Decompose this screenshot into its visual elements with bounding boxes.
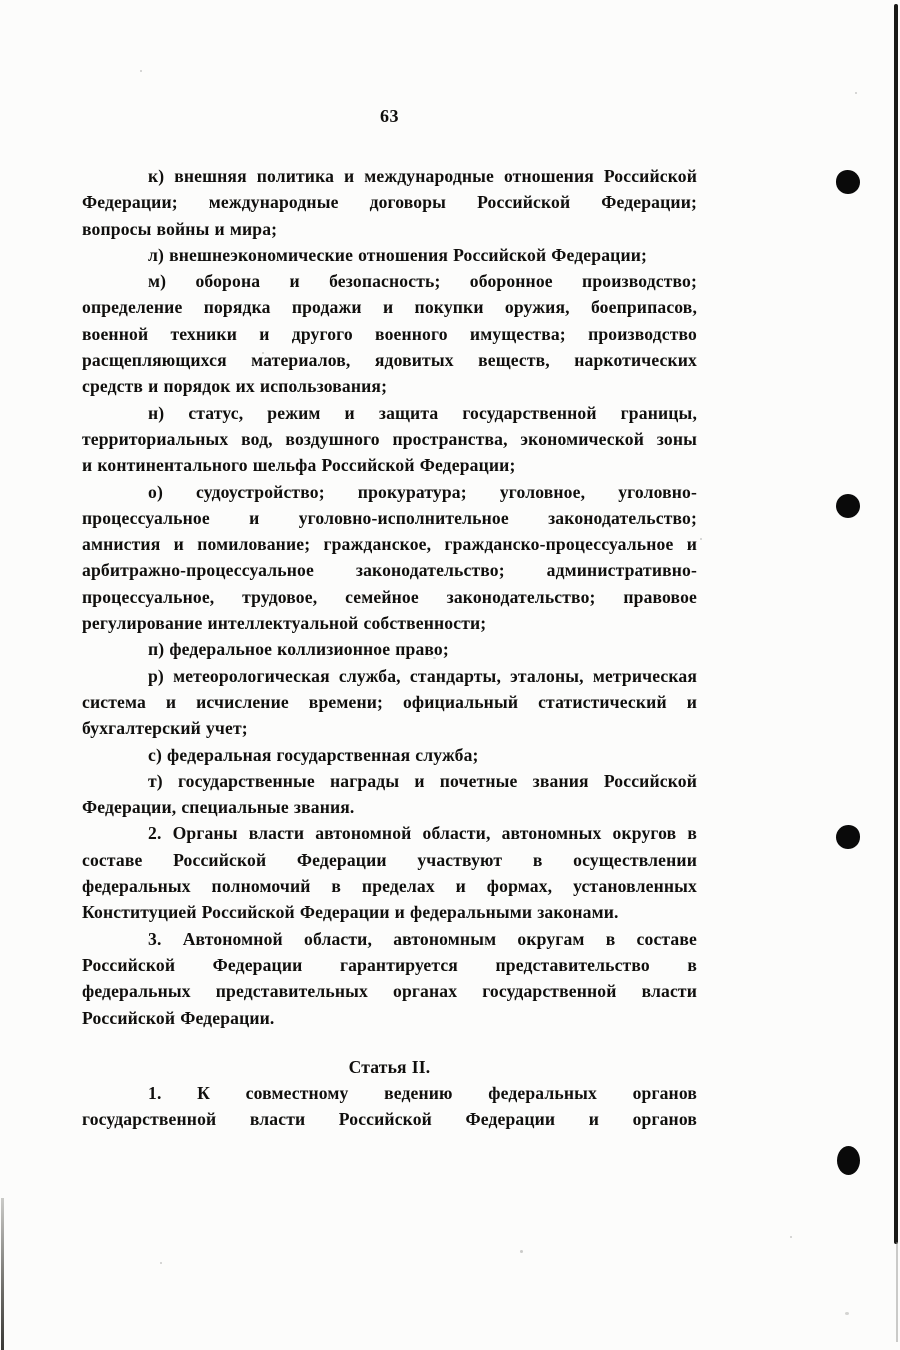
- text-line: с) федеральная государственная служба;: [148, 744, 479, 765]
- punch-hole-dot: [837, 1146, 860, 1175]
- text-line: м) оборона и безопасность; оборонное производство;: [148, 271, 697, 292]
- noise-speck: [855, 92, 857, 94]
- text-line: процессуальное и уголовно-исполнительное законодательство;: [82, 507, 697, 528]
- text-line: Российской Федерации.: [82, 1007, 275, 1028]
- punch-hole-dot: [836, 170, 860, 194]
- text-line: н) статус, режим и защита государственной границы,: [148, 402, 697, 423]
- main-text-lines: [82, 163, 697, 1031]
- scan-edge-line-right-tail: [896, 1242, 898, 1342]
- punch-hole-dot: [836, 494, 860, 518]
- text-line: Федерации; международные договоры Российской Федерации;: [82, 192, 697, 213]
- text-line: Российской Федерации гарантируется представительство в: [82, 954, 697, 975]
- text-line: процессуальное, трудовое, семейное законодательство; правовое: [82, 586, 697, 607]
- text-line: средств и порядок их использования;: [82, 376, 388, 397]
- punch-hole-dot: [836, 825, 860, 849]
- text-line: вопросы войны и мира;: [82, 218, 278, 239]
- text-line: к) внешняя политика и международные отношения Российской: [148, 166, 697, 186]
- scan-edge-line-right: [894, 4, 898, 1244]
- text-line: 2. Органы власти автономной области, автономных округов в: [148, 823, 697, 844]
- noise-speck: [700, 538, 702, 540]
- text-line: военной техники и другого военного имущества; производство: [82, 323, 697, 344]
- article2-lines: [82, 1080, 697, 1133]
- text-line: система и исчисление времени; официальный статистический и: [82, 691, 697, 712]
- text-line: федеральных полномочий в пределах и формах, установленных: [82, 876, 697, 897]
- text-line: Конституцией Российской Федерации и федеральными законами.: [82, 902, 619, 923]
- text-line: арбитражно-процессуальное законодательство; административно-: [82, 560, 697, 581]
- noise-speck: [160, 1262, 162, 1264]
- noise-speck: [790, 1236, 792, 1238]
- page-number: 63: [380, 106, 399, 126]
- text-line: и континентального шельфа Российской Федерации;: [82, 455, 516, 476]
- text-line: бухгалтерский учет;: [82, 718, 248, 739]
- text-line: 3. Автономной области, автономным округам в составе: [148, 928, 697, 949]
- text-line: амнистия и помилование; гражданское, гражданско-процессуальное и: [82, 534, 697, 555]
- noise-speck: [520, 1250, 523, 1253]
- text-line: территориальных вод, воздушного пространства, экономической зоны: [82, 428, 697, 449]
- article-heading: Статья II.: [348, 1056, 431, 1077]
- text-line: о) судоустройство; прокуратура; уголовное, уголовно-: [148, 481, 697, 502]
- text-line: л) внешнеэкономические отношения Российской Федерации;: [148, 244, 648, 265]
- document-body: [82, 163, 697, 1133]
- noise-speck: [140, 70, 142, 72]
- text-line: составе Российской Федерации участвуют в осуществлении: [82, 849, 697, 870]
- text-line: п) федеральное коллизионное право;: [148, 639, 449, 660]
- text-line: т) государственные награды и почетные звания Российской: [148, 770, 697, 791]
- scan-edge-line-left: [1, 1198, 4, 1350]
- text-line: 1. К совместному ведению федеральных органов: [148, 1083, 697, 1104]
- text-line: федеральных представительных органах государственной власти: [82, 981, 697, 1002]
- text-line: определение порядка продажи и покупки оружия, боеприпасов,: [82, 297, 697, 318]
- noise-speck: [845, 1312, 849, 1315]
- paragraph-gap: [82, 1031, 697, 1054]
- text-line: расщепляющихся материалов, ядовитых веществ, наркотических: [82, 350, 697, 371]
- noise-speck: [433, 657, 436, 659]
- text-line: р) метеорологическая служба, стандарты, эталоны, метрическая: [148, 665, 697, 686]
- text-line: государственной власти Российской Федерации и органов: [82, 1109, 697, 1130]
- text-line: регулирование интеллектуальной собственности;: [82, 613, 487, 634]
- text-line: Федерации, специальные звания.: [82, 797, 355, 818]
- noise-speck: [262, 352, 264, 354]
